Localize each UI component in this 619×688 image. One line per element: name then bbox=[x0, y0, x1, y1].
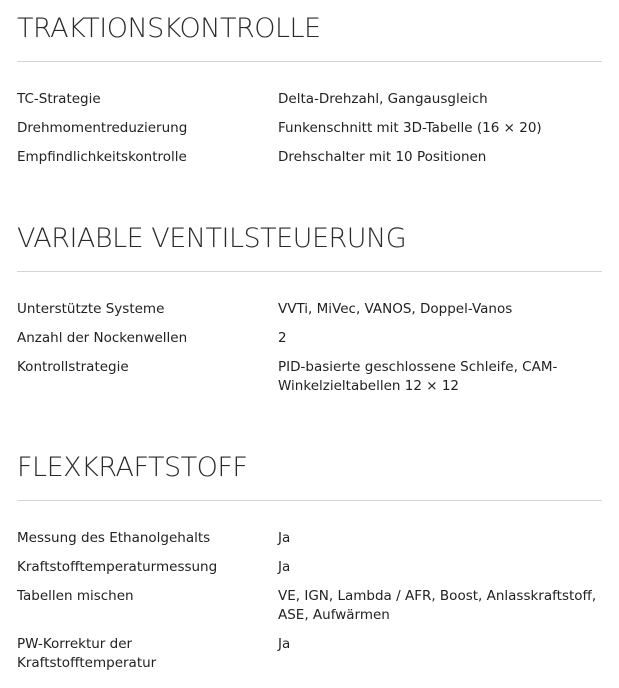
spec-value: Ja bbox=[278, 636, 291, 652]
spec-label: Unterstützte Systeme bbox=[17, 301, 165, 317]
section-divider bbox=[17, 61, 602, 62]
spec-value: PID-basierte geschlossene Schleife, CAM-Winkelzieltabellen 12 × 12 bbox=[278, 359, 558, 394]
spec-label: Anzahl der Nockenwellen bbox=[17, 330, 188, 346]
section-title: TRAKTIONSKONTROLLE bbox=[17, 13, 321, 44]
spec-label: TC-Strategie bbox=[17, 91, 101, 107]
section-flex-fuel bbox=[17, 451, 602, 671]
spec-value: Delta-Drehzahl, Gangausgleich bbox=[278, 91, 488, 107]
section-title: VARIABLE VENTILSTEUERUNG bbox=[17, 223, 407, 254]
spec-label: Messung des Ethanolgehalts bbox=[17, 530, 211, 546]
spec-value: VVTi, MiVec, VANOS, Doppel-Vanos bbox=[278, 301, 513, 317]
spec-label: PW-Korrektur der Kraftstofftemperatur bbox=[17, 636, 157, 671]
spec-value: Ja bbox=[278, 559, 291, 575]
spec-value: Drehschalter mit 10 Positionen bbox=[278, 149, 487, 165]
spec-label: Tabellen mischen bbox=[17, 588, 134, 604]
section-divider bbox=[17, 500, 602, 501]
spec-value: VE, IGN, Lambda / AFR, Boost, Anlasskraftstoff, ASE, Aufwärmen bbox=[278, 588, 597, 623]
spec-label: Empfindlichkeitskontrolle bbox=[17, 149, 187, 165]
spec-label: Drehmomentreduzierung bbox=[17, 120, 188, 136]
spec-label: Kontrollstrategie bbox=[17, 359, 129, 375]
section-traction-control bbox=[17, 12, 602, 165]
spec-value: Funkenschnitt mit 3D-Tabelle (16 × 20) bbox=[278, 120, 542, 136]
section-variable-valve-timing bbox=[17, 222, 602, 394]
section-divider bbox=[17, 271, 602, 272]
spec-value: Ja bbox=[278, 530, 291, 546]
spec-label: Kraftstofftemperaturmessung bbox=[17, 559, 218, 575]
spec-value: 2 bbox=[278, 330, 287, 346]
section-title: FLEXKRAFTSTOFF bbox=[17, 452, 248, 483]
